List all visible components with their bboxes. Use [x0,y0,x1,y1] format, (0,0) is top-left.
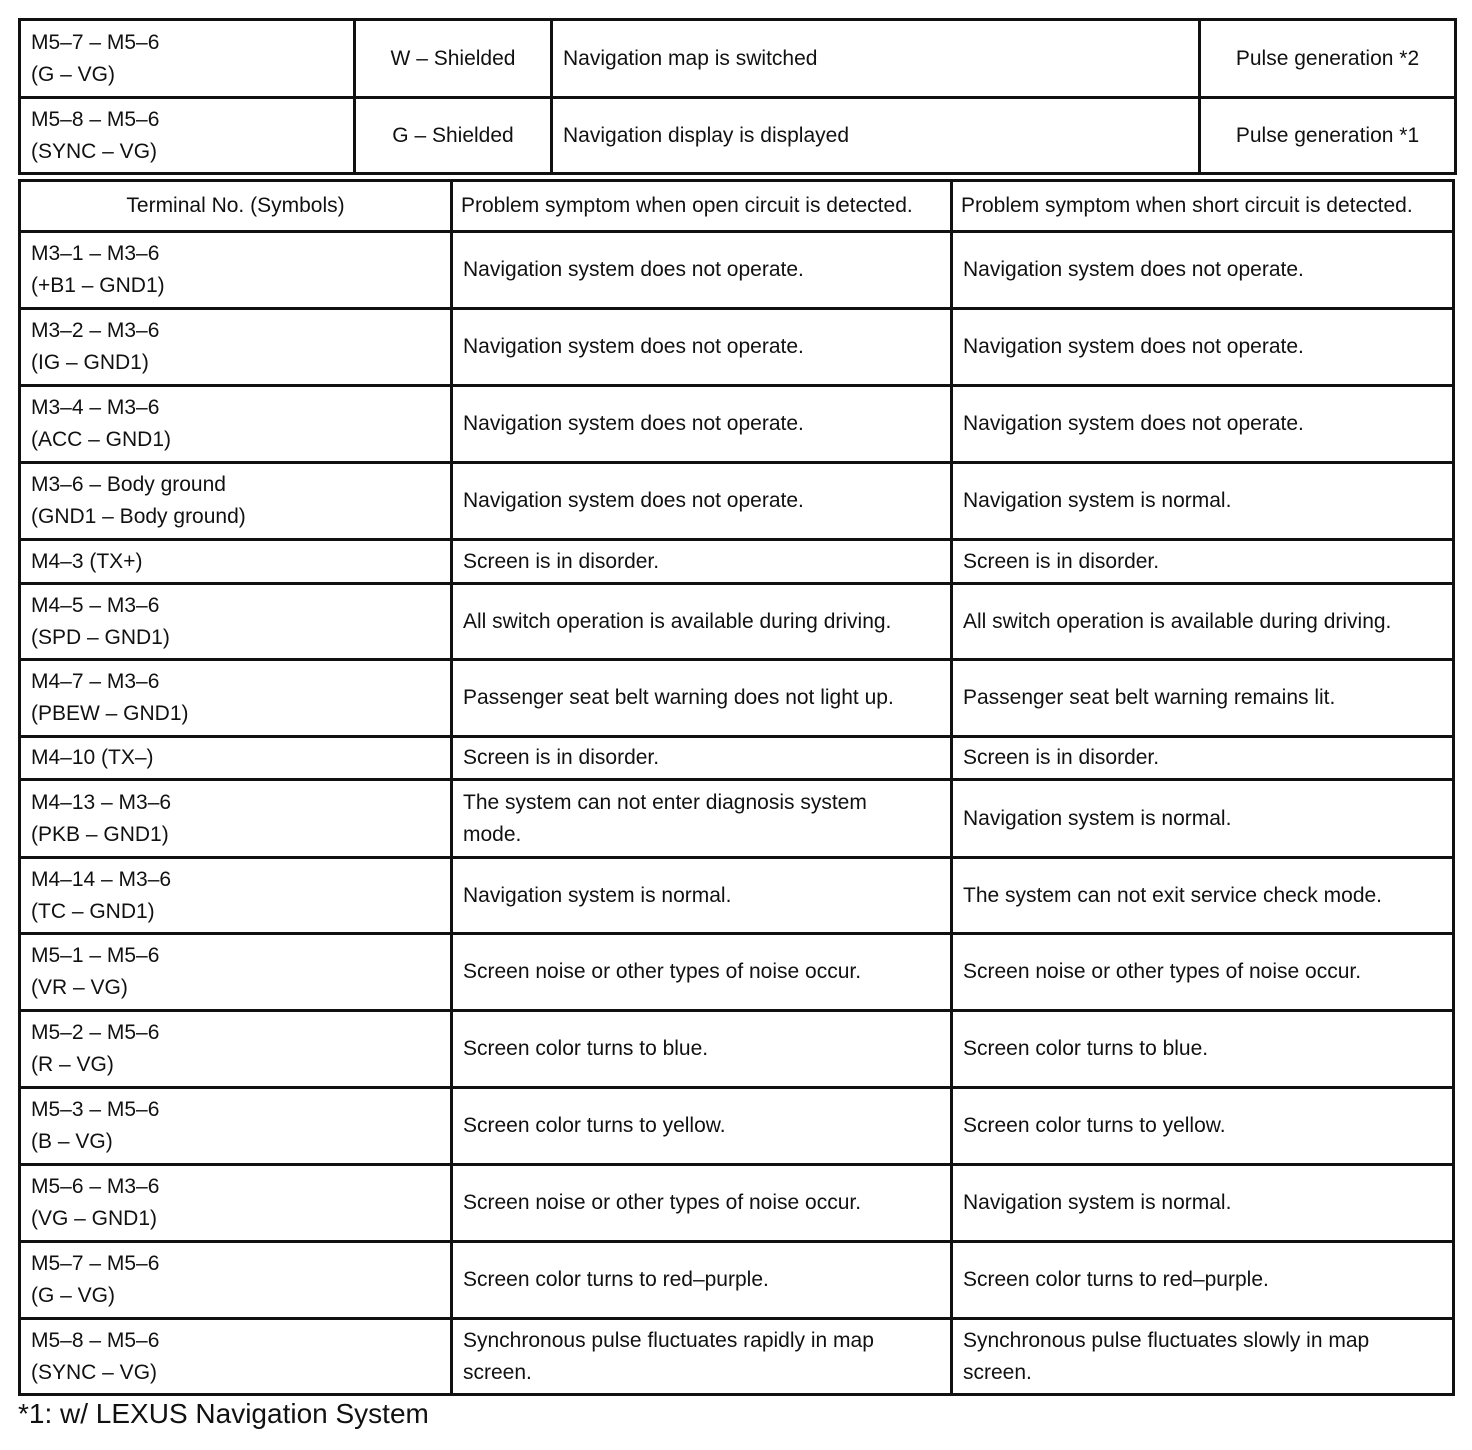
short-circuit-cell: All switch operation is available during driving. [952,584,1454,660]
header-terminal: Terminal No. (Symbols) [20,181,452,232]
open-circuit-cell: Screen color turns to red–purple. [452,1242,952,1319]
table-row [20,1319,1454,1395]
table-row [20,309,1454,386]
open-circuit-cell: Screen is in disorder. [452,737,952,780]
terminal-cell: M5–6 – M3–6 (VG – GND1) [20,1165,452,1242]
problem-symptom-table [18,179,1455,1396]
table-row [20,1088,1454,1165]
short-circuit-cell: Navigation system does not operate. [952,232,1454,309]
table-row [20,386,1454,463]
specified-condition-cell: Pulse generation *2 [1200,20,1456,98]
condition-cell: Navigation display is displayed [552,98,1200,174]
short-circuit-cell: Screen color turns to red–purple. [952,1242,1454,1319]
table-row [20,1242,1454,1319]
table-row [20,463,1454,540]
table-row [20,858,1454,934]
wire-color-cell: G – Shielded [355,98,552,174]
short-circuit-cell: Navigation system is normal. [952,780,1454,858]
table-row [20,660,1454,737]
open-circuit-cell: Screen noise or other types of noise occur. [452,934,952,1011]
open-circuit-cell: Screen color turns to yellow. [452,1088,952,1165]
terminal-cell: M3–2 – M3–6 (IG – GND1) [20,309,452,386]
terminal-cell: M3–1 – M3–6 (+B1 – GND1) [20,232,452,309]
terminal-cell: M4–10 (TX–) [20,737,452,780]
terminal-cell: M3–6 – Body ground (GND1 – Body ground) [20,463,452,540]
short-circuit-cell: Screen is in disorder. [952,737,1454,780]
open-circuit-cell: The system can not enter diagnosis system mode. [452,780,952,858]
short-circuit-cell: Navigation system does not operate. [952,386,1454,463]
terminal-cell: M3–4 – M3–6 (ACC – GND1) [20,386,452,463]
short-circuit-cell: Screen color turns to blue. [952,1011,1454,1088]
wire-color-cell: W – Shielded [355,20,552,98]
open-circuit-cell: Navigation system is normal. [452,858,952,934]
terminal-cell: M4–14 – M3–6 (TC – GND1) [20,858,452,934]
short-circuit-cell: Screen noise or other types of noise occur. [952,934,1454,1011]
short-circuit-cell: Navigation system is normal. [952,1165,1454,1242]
terminal-cell: M5–7 – M5–6 (G – VG) [20,1242,452,1319]
table-row [20,934,1454,1011]
table-row [20,540,1454,584]
table-row [20,737,1454,780]
terminal-cell: M4–7 – M3–6 (PBEW – GND1) [20,660,452,737]
terminal-cell: M5–3 – M5–6 (B – VG) [20,1088,452,1165]
open-circuit-cell: All switch operation is available during driving. [452,584,952,660]
short-circuit-cell: Synchronous pulse fluctuates slowly in map screen. [952,1319,1454,1395]
table-row [20,584,1454,660]
terminal-cell: M5–7 – M5–6 (G – VG) [20,20,355,98]
open-circuit-cell: Synchronous pulse fluctuates rapidly in map screen. [452,1319,952,1395]
short-circuit-cell: Screen color turns to yellow. [952,1088,1454,1165]
table-row [20,1165,1454,1242]
open-circuit-cell: Screen noise or other types of noise occur. [452,1165,952,1242]
short-circuit-cell: Navigation system is normal. [952,463,1454,540]
terminal-cell: M4–3 (TX+) [20,540,452,584]
table-row [20,98,1456,174]
terminal-cell: M4–13 – M3–6 (PKB – GND1) [20,780,452,858]
short-circuit-cell: The system can not exit service check mode. [952,858,1454,934]
open-circuit-cell: Screen is in disorder. [452,540,952,584]
table-row [20,780,1454,858]
terminal-cell: M5–2 – M5–6 (R – VG) [20,1011,452,1088]
open-circuit-cell: Screen color turns to blue. [452,1011,952,1088]
terminal-cell: M5–1 – M5–6 (VR – VG) [20,934,452,1011]
terminal-cell: M5–8 – M5–6 (SYNC – VG) [20,98,355,174]
open-circuit-cell: Navigation system does not operate. [452,232,952,309]
short-circuit-cell: Passenger seat belt warning remains lit. [952,660,1454,737]
footnote: *1: w/ LEXUS Navigation System [18,1398,429,1429]
table-row [20,232,1454,309]
header-open-circuit: Problem symptom when open circuit is detected. [452,181,952,232]
top-spec-table [18,18,1457,175]
specified-condition-cell: Pulse generation *1 [1200,98,1456,174]
table-row [20,1011,1454,1088]
open-circuit-cell: Passenger seat belt warning does not light up. [452,660,952,737]
short-circuit-cell: Screen is in disorder. [952,540,1454,584]
table-header-row [20,181,1454,232]
terminal-cell: M5–8 – M5–6 (SYNC – VG) [20,1319,452,1395]
table-row [20,20,1456,98]
header-short-circuit: Problem symptom when short circuit is detected. [952,181,1454,232]
terminal-cell: M4–5 – M3–6 (SPD – GND1) [20,584,452,660]
open-circuit-cell: Navigation system does not operate. [452,463,952,540]
short-circuit-cell: Navigation system does not operate. [952,309,1454,386]
condition-cell: Navigation map is switched [552,20,1200,98]
open-circuit-cell: Navigation system does not operate. [452,309,952,386]
open-circuit-cell: Navigation system does not operate. [452,386,952,463]
